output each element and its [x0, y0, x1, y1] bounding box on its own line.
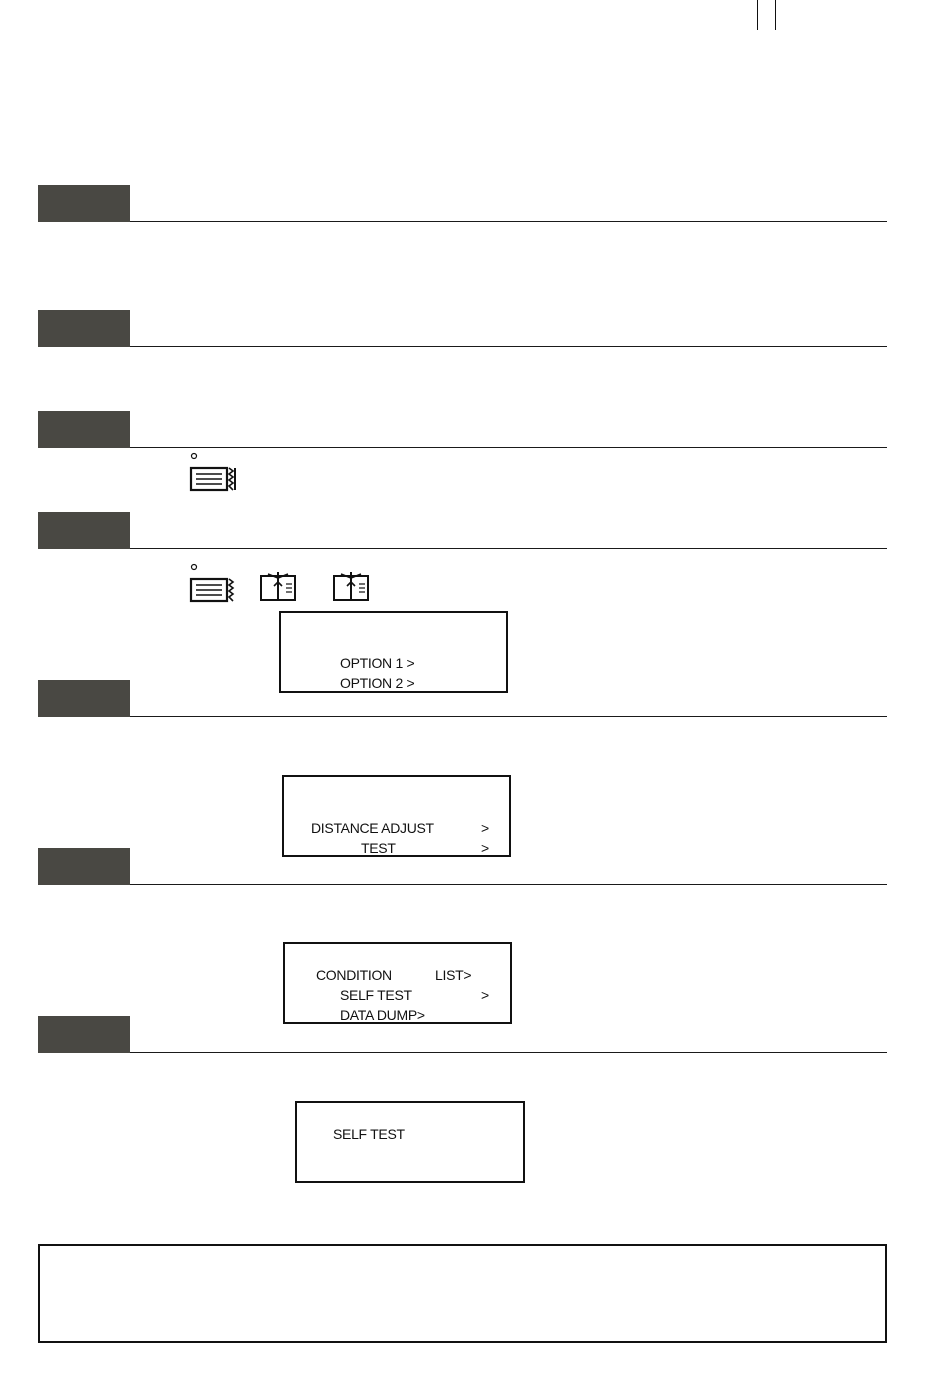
page-scroll-icon — [331, 570, 373, 602]
step-rule — [130, 221, 887, 222]
step-tab — [38, 1016, 130, 1053]
menu-button-icon — [188, 563, 240, 605]
step-tab — [38, 848, 130, 885]
step-tab — [38, 512, 130, 549]
step-rule — [130, 346, 887, 347]
lcd-option-display — [279, 611, 508, 693]
lcd-line-list: LIST> — [435, 967, 472, 983]
step-rule — [130, 447, 887, 448]
step-rule — [130, 884, 887, 885]
lcd-arrow: > — [481, 840, 489, 856]
menu-button-icon — [188, 452, 240, 494]
crop-mark — [757, 0, 758, 30]
lcd-arrow: > — [481, 987, 489, 1003]
lcd-distance-display — [282, 775, 511, 857]
lcd-condition-display — [283, 942, 512, 1024]
step-tab — [38, 185, 130, 222]
step-tab — [38, 411, 130, 448]
note-box — [38, 1244, 887, 1343]
lcd-line-data-dump: DATA DUMP> — [340, 1007, 425, 1023]
page-scroll-icon — [258, 570, 300, 602]
lcd-line-option-2: OPTION 2 > — [340, 675, 415, 691]
lcd-line-option-1: OPTION 1 > — [340, 655, 415, 671]
step-rule — [130, 548, 887, 549]
crop-mark — [775, 0, 776, 30]
lcd-selftest-display — [295, 1101, 525, 1183]
lcd-line-distance-adjust: DISTANCE ADJUST — [311, 820, 434, 836]
lcd-line-condition: CONDITION — [316, 967, 392, 983]
lcd-line-self-test: SELF TEST — [333, 1126, 405, 1142]
step-rule — [130, 1052, 887, 1053]
step-rule — [130, 716, 887, 717]
step-tab — [38, 680, 130, 717]
step-tab — [38, 310, 130, 347]
lcd-line-self-test: SELF TEST — [340, 987, 412, 1003]
lcd-line-test: TEST — [361, 840, 396, 856]
lcd-arrow: > — [481, 820, 489, 836]
